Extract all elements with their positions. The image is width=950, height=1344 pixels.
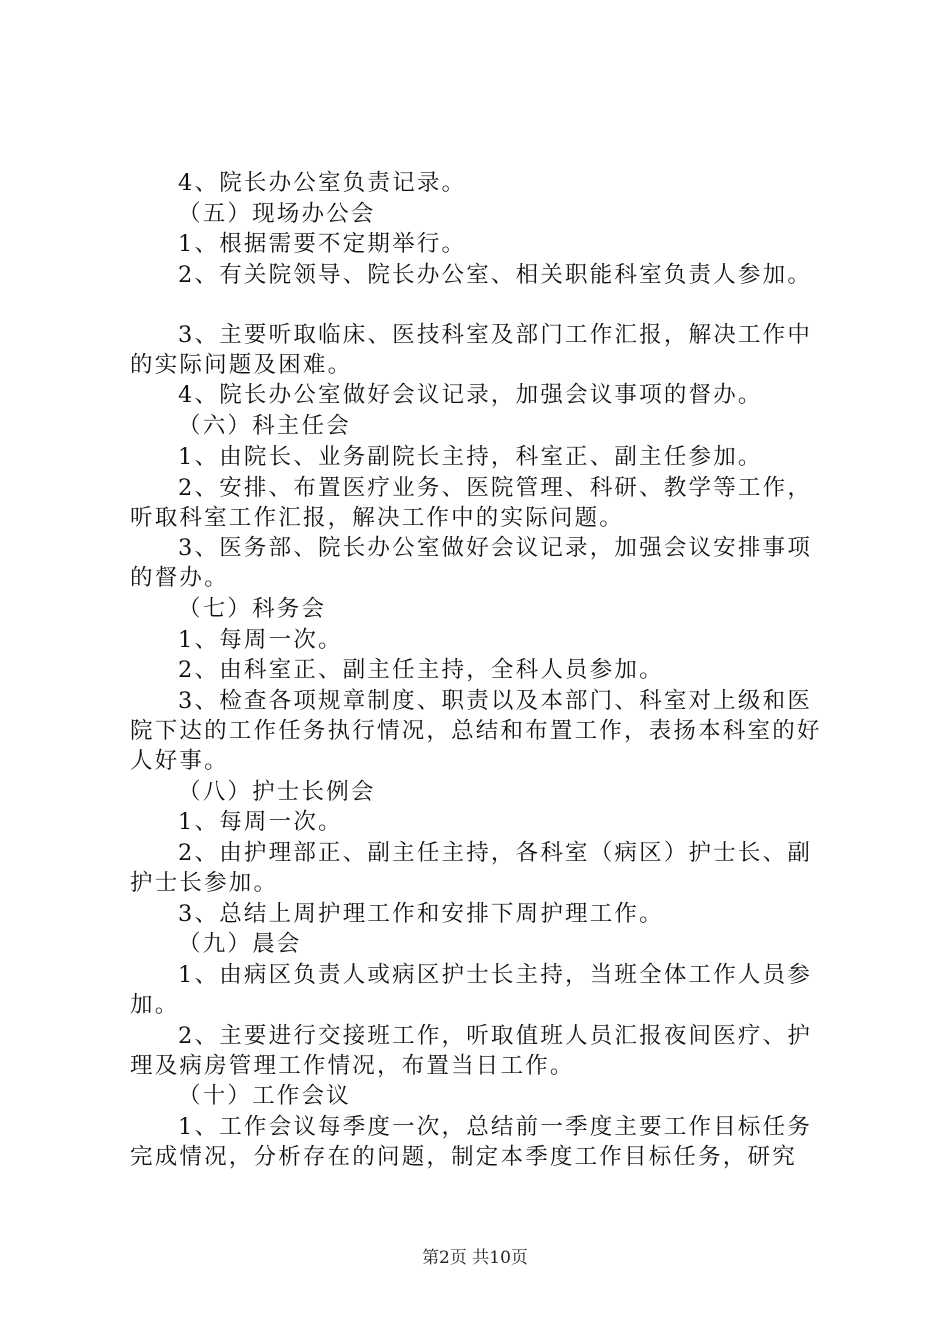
- paragraph: 4、院长办公室负责记录。: [178, 170, 467, 196]
- paragraph: 1、根据需要不定期举行。: [178, 231, 467, 258]
- paragraph: 2、由护理部正、副主任主持，各科室（病区）护士长、副护士长参加。: [130, 840, 813, 896]
- section-heading: （十）工作会议: [178, 1083, 351, 1110]
- paragraph: 1、每周一次。: [178, 626, 343, 653]
- paragraph: 4、院长办公室做好会议记录，加强会议事项的督办。: [178, 382, 763, 409]
- page-footer: 第2页 共10页: [422, 1248, 528, 1268]
- paragraph: 2、有关院领导、院长办公室、相关职能科室负责人参加。: [178, 262, 813, 289]
- section-heading: （九）晨会: [178, 931, 302, 958]
- section-heading: （六）科主任会: [178, 413, 351, 440]
- paragraph: 2、主要进行交接班工作，听取值班人员汇报夜间医疗、护理及病房管理工作情况，布置当日工作。: [130, 1022, 813, 1079]
- paragraph: 1、由院长、业务副院长主持，科室正、副主任参加。: [178, 443, 763, 470]
- paragraph: 1、工作会议每季度一次，总结前一季度主要工作目标任务完成情况，分析存在的问题，制定本季度工作目标任务，研究: [130, 1114, 813, 1171]
- document-body: [130, 168, 830, 1173]
- paragraph: 1、由病区负责人或病区护士长主持，当班全体工作人员参加。: [130, 962, 813, 1019]
- section-heading: （七）科务会: [178, 595, 327, 622]
- paragraph: 3、医务部、院长办公室做好会议记录，加强会议安排事项的督办。: [130, 535, 813, 592]
- paragraph: 2、安排、布置医疗业务、医院管理、科研、教学等工作，听取科室工作汇报，解决工作中的实际问题。: [130, 474, 813, 531]
- paragraph: 3、总结上周护理工作和安排下周护理工作。: [178, 900, 664, 927]
- section-heading: （五）现场办公会: [178, 200, 376, 227]
- paragraph: 3、主要听取临床、医技科室及部门工作汇报，解决工作中的实际问题及困难。: [130, 321, 813, 378]
- paragraph: 1、每周一次。: [178, 809, 343, 836]
- paragraph: 3、检查各项规章制度、职责以及本部门、科室对上级和医院下达的工作任务执行情况，总结和布置工作，表扬本科室的好人好事。: [130, 687, 822, 774]
- blank-line: [130, 291, 830, 320]
- section-heading: （八）护士长例会: [178, 778, 376, 805]
- paragraph: 2、由科室正、副主任主持，全科人员参加。: [178, 657, 664, 684]
